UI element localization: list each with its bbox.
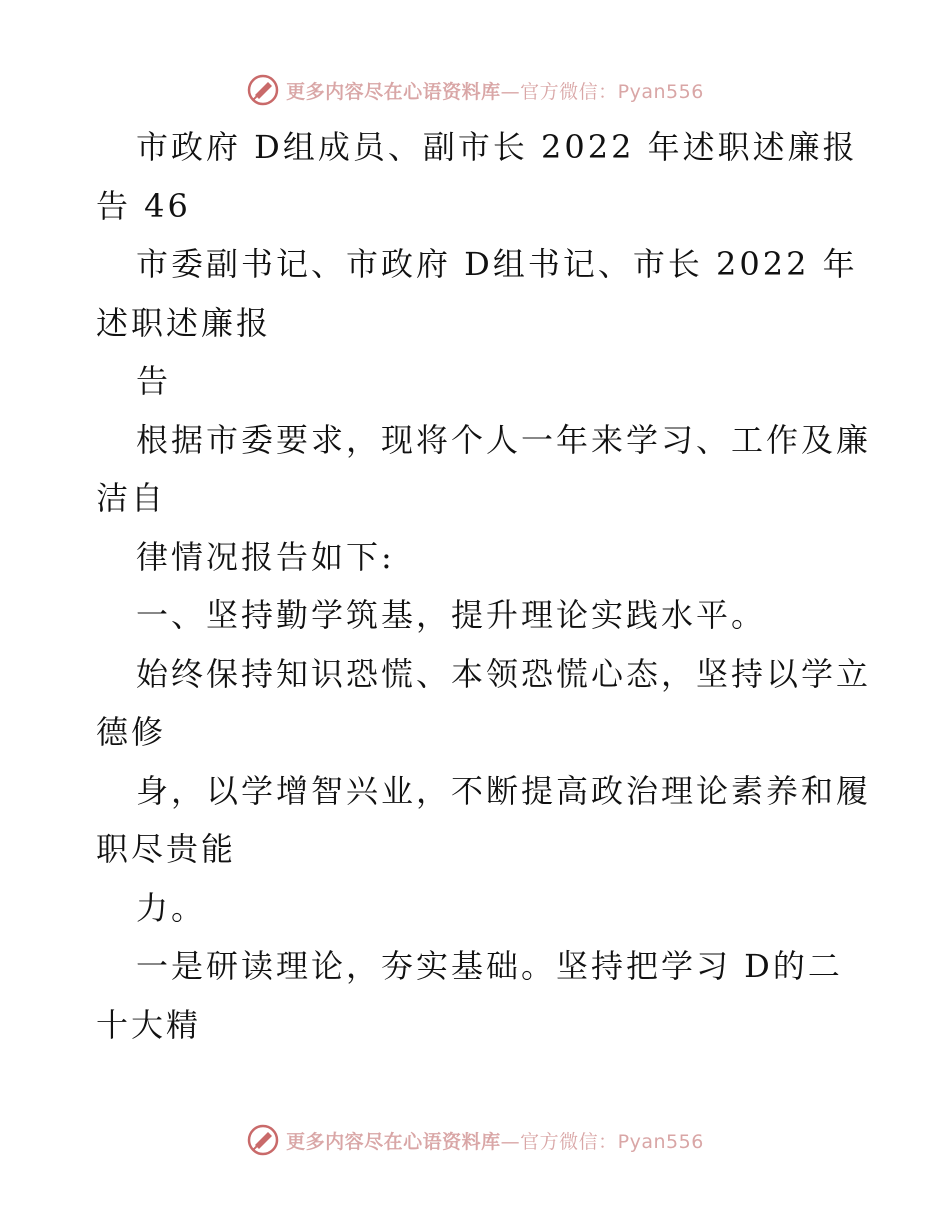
doc-line: 身，以学增智兴业，不断提高政治理论素养和履: [136, 771, 872, 810]
doc-line: 十大精: [96, 1005, 202, 1044]
document-body: [96, 118, 872, 1054]
doc-line: 洁自: [96, 479, 167, 517]
watermark-label: [286, 77, 704, 104]
doc-line: 市委副书记、市政府 D组书记、市长 2022 年: [136, 245, 858, 283]
doc-line: 职尽贵能: [96, 830, 237, 868]
watermark-suffix-text: —官方微信：Pyan556: [500, 80, 704, 103]
watermark-footer: [0, 1118, 950, 1162]
doc-line: 一是研读理论，夯实基础。坚持把学习 D的二: [136, 947, 843, 985]
doc-line: 一、坚持勤学筑基，提升理论实践水平。: [136, 596, 767, 634]
doc-line: 律情况报告如下:: [136, 537, 395, 576]
watermark-main-text: 更多内容尽在心语资料库: [286, 1130, 501, 1153]
watermark-logo-icon: [246, 73, 280, 107]
doc-line: 根据市委要求，现将个人一年来学习、工作及廉: [136, 420, 872, 459]
doc-line: 告 46: [96, 186, 191, 225]
doc-line: 市政府 D组成员、副市长 2022 年述职述廉报: [136, 128, 858, 166]
doc-line: 述职述廉报: [96, 303, 272, 342]
watermark-main-text: 更多内容尽在心语资料库: [286, 80, 501, 103]
watermark-header: [0, 68, 950, 112]
doc-line: 德修: [96, 713, 167, 751]
watermark-logo-icon: [246, 1123, 280, 1157]
doc-line: 始终保持知识恐慌、本领恐慌心态，坚持以学立: [136, 654, 872, 693]
doc-line: 告: [136, 362, 172, 400]
watermark-suffix-text: —官方微信：Pyan556: [500, 1130, 704, 1153]
watermark-label: [286, 1127, 704, 1154]
doc-line: 力。: [136, 888, 207, 927]
